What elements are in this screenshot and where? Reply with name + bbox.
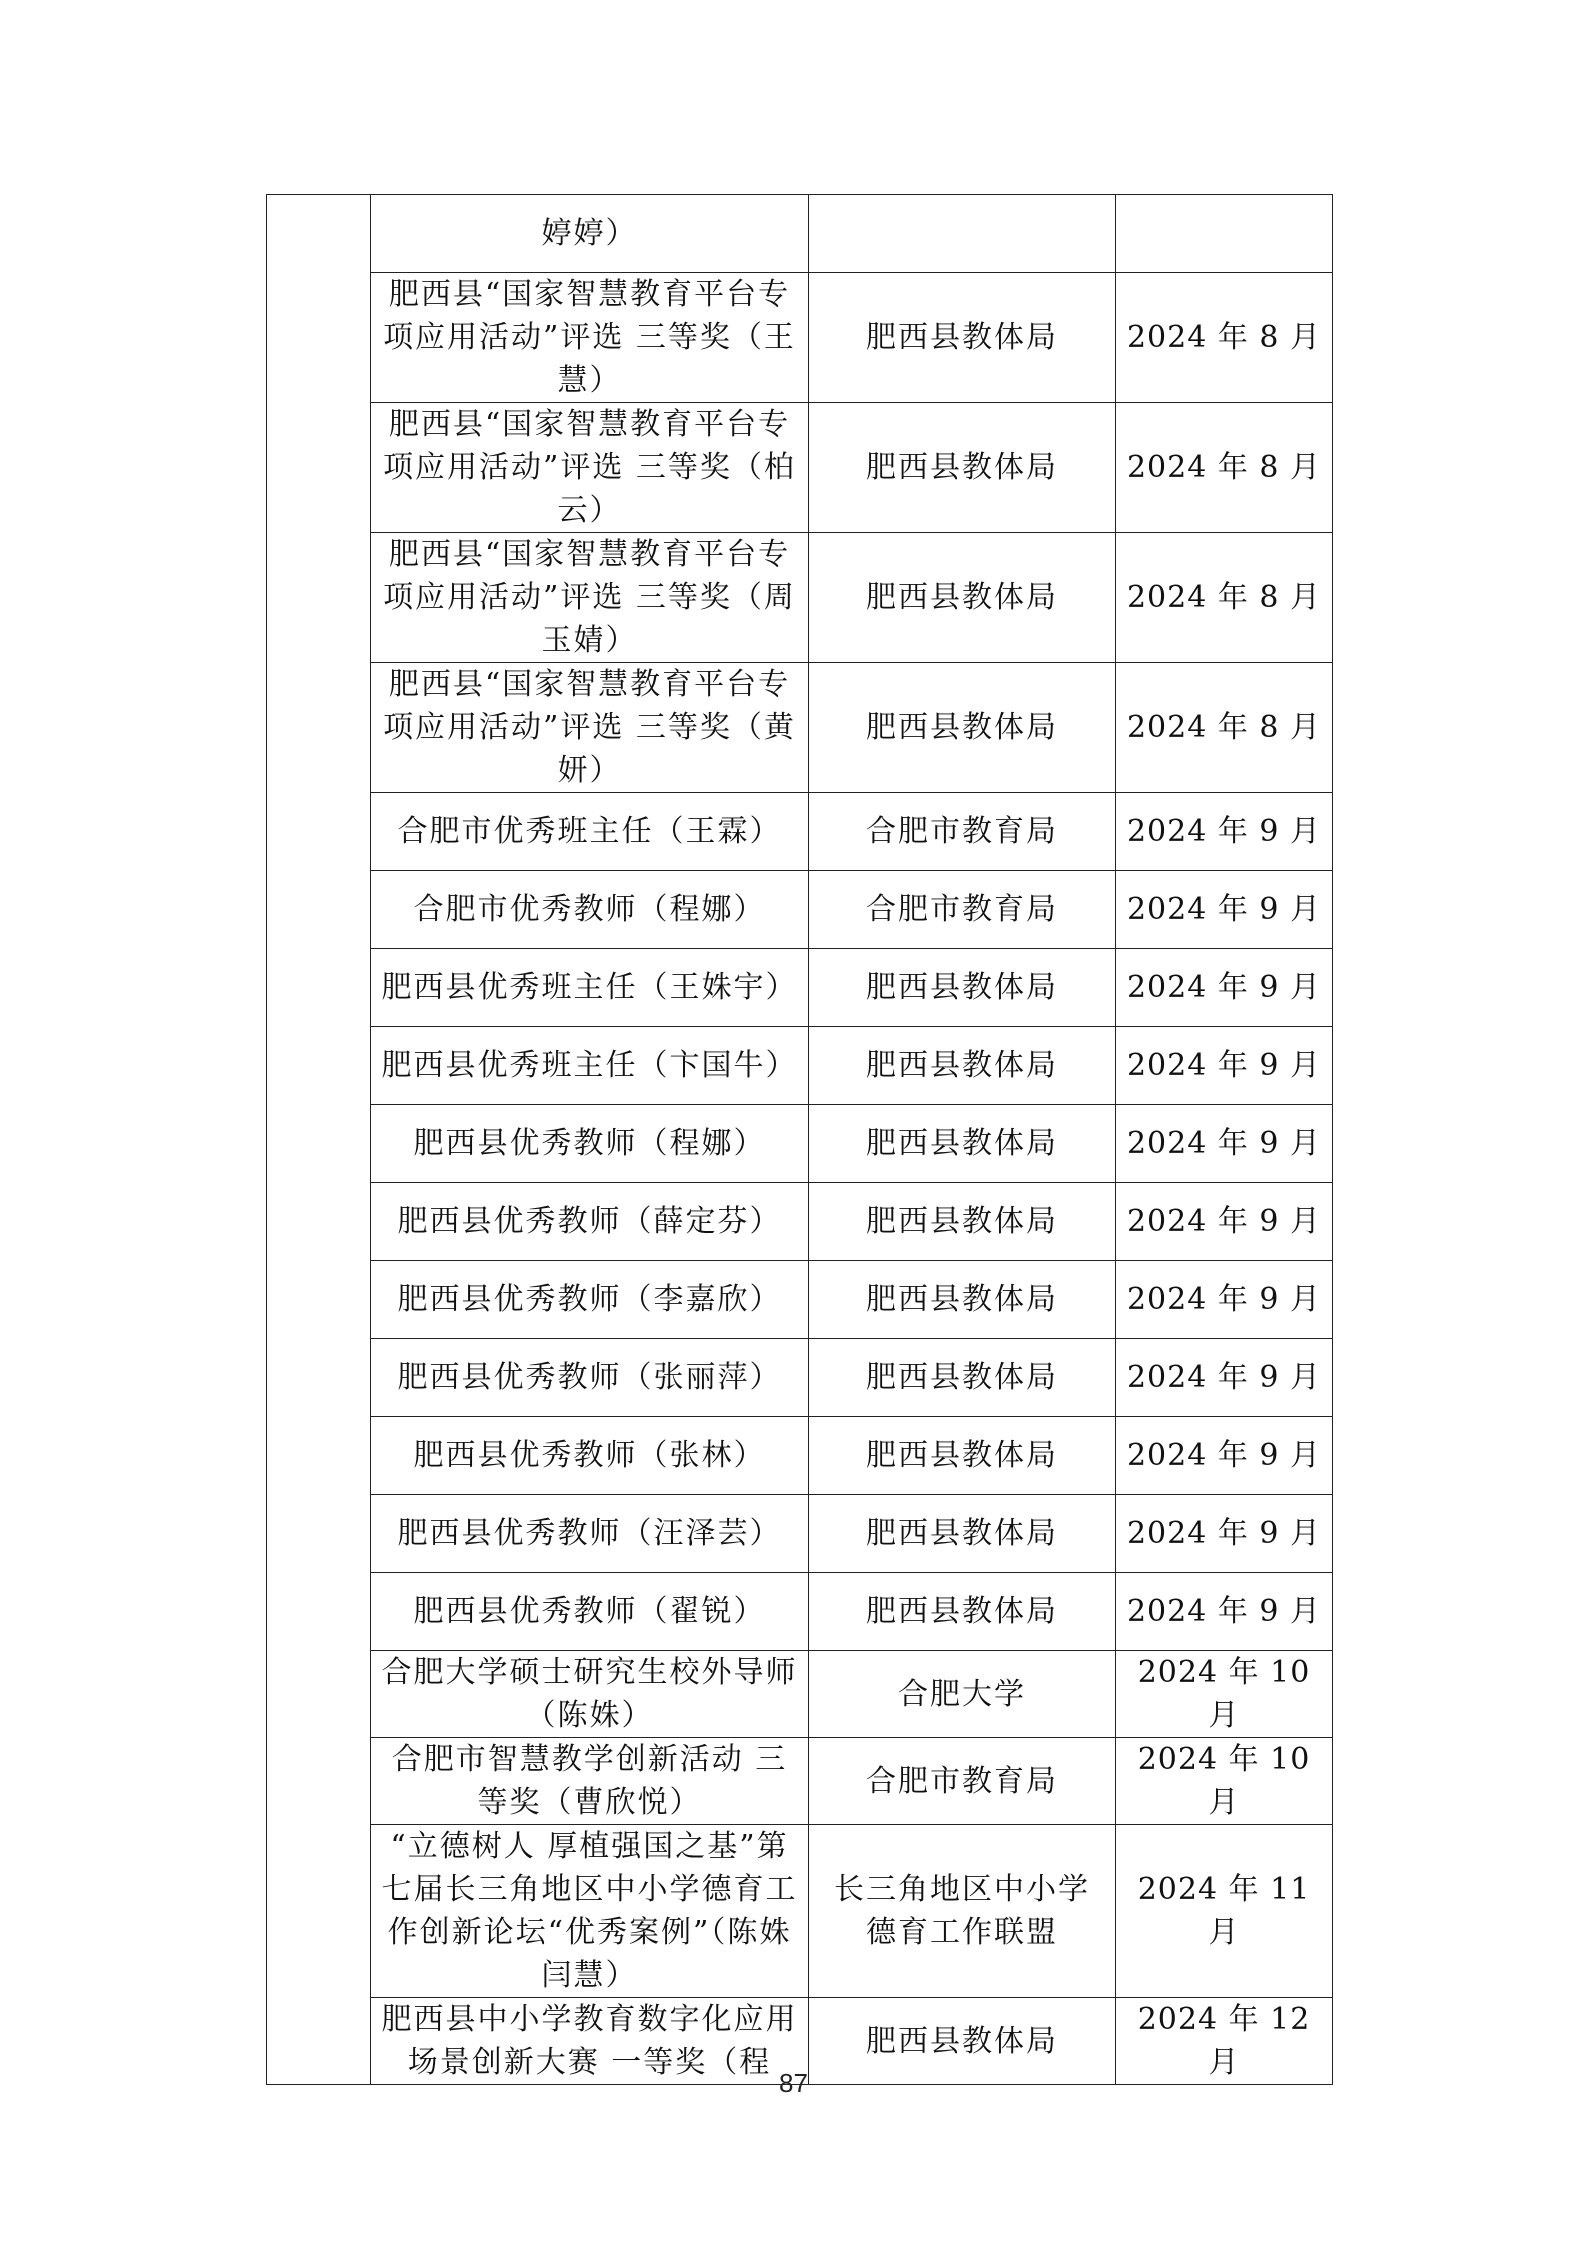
issuer-cell: 肥西县教体局 [809,949,1116,1027]
issuer-cell: 肥西县教体局 [809,403,1116,533]
date-cell: 2024 年 11 月 [1116,1825,1333,1998]
table-row [267,1825,1333,1998]
issuer-cell: 肥西县教体局 [809,1261,1116,1339]
award-cell: 肥西县优秀教师（翟锐） [371,1573,809,1651]
date-cell: 2024 年 9 月 [1116,1339,1333,1417]
award-cell: 合肥市优秀教师（程娜） [371,871,809,949]
date-cell: 2024 年 8 月 [1116,533,1333,663]
issuer-cell [809,195,1116,273]
issuer-cell: 肥西县教体局 [809,663,1116,793]
date-cell: 2024 年 9 月 [1116,1105,1333,1183]
award-cell: 肥西县优秀班主任（卞国牛） [371,1027,809,1105]
award-cell: 合肥市智慧教学创新活动 三等奖（曹欣悦） [371,1738,809,1825]
issuer-cell: 合肥市教育局 [809,871,1116,949]
issuer-cell: 长三角地区中小学德育工作联盟 [809,1825,1116,1998]
date-cell: 2024 年 8 月 [1116,403,1333,533]
date-cell: 2024 年 9 月 [1116,1573,1333,1651]
table-row [267,663,1333,793]
table-row [267,533,1333,663]
date-cell: 2024 年 9 月 [1116,871,1333,949]
table-row [267,793,1333,871]
award-cell: 肥西县优秀教师（薛定芬） [371,1183,809,1261]
date-cell [1116,195,1333,273]
award-cell: “立德树人 厚植强国之基”第七届长三角地区中小学德育工作创新论坛“优秀案例”（陈姝 闫慧） [371,1825,809,1998]
award-cell: 肥西县优秀教师（李嘉欣） [371,1261,809,1339]
issuer-cell: 合肥市教育局 [809,1738,1116,1825]
award-cell: 婷婷） [371,195,809,273]
awards-table [266,194,1333,2085]
issuer-cell: 肥西县教体局 [809,1417,1116,1495]
award-cell: 肥西县“国家智慧教育平台专项应用活动”评选 三等奖（柏云） [371,403,809,533]
issuer-cell: 肥西县教体局 [809,1105,1116,1183]
table-row [267,871,1333,949]
award-cell: 肥西县优秀教师（汪泽芸） [371,1495,809,1573]
award-cell: 肥西县“国家智慧教育平台专项应用活动”评选 三等奖（王慧） [371,273,809,403]
date-cell: 2024 年 8 月 [1116,663,1333,793]
table-row [267,273,1333,403]
date-cell: 2024 年 10 月 [1116,1738,1333,1825]
date-cell: 2024 年 9 月 [1116,793,1333,871]
table-row [267,1495,1333,1573]
award-cell: 肥西县“国家智慧教育平台专项应用活动”评选 三等奖（黄妍） [371,663,809,793]
date-cell: 2024 年 9 月 [1116,1261,1333,1339]
table-row [267,1261,1333,1339]
award-cell: 合肥大学硕士研究生校外导师（陈姝） [371,1651,809,1738]
issuer-cell: 肥西县教体局 [809,533,1116,663]
table-row [267,1417,1333,1495]
date-cell: 2024 年 9 月 [1116,1495,1333,1573]
issuer-cell: 肥西县教体局 [809,1183,1116,1261]
award-cell: 肥西县优秀教师（张林） [371,1417,809,1495]
table-row [267,1651,1333,1738]
date-cell: 2024 年 9 月 [1116,949,1333,1027]
award-cell: 肥西县优秀教师（程娜） [371,1105,809,1183]
issuer-cell: 肥西县教体局 [809,1495,1116,1573]
issuer-cell: 合肥大学 [809,1651,1116,1738]
award-cell: 合肥市优秀班主任（王霖） [371,793,809,871]
table-row [267,1339,1333,1417]
table-row [267,1183,1333,1261]
table-row [267,1573,1333,1651]
award-cell: 肥西县“国家智慧教育平台专项应用活动”评选 三等奖（周玉婧） [371,533,809,663]
date-cell: 2024 年 12 月 [1116,1998,1333,2085]
award-cell: 肥西县中小学教育数字化应用场景创新大赛 一等奖（程 [371,1998,809,2085]
issuer-cell: 肥西县教体局 [809,1573,1116,1651]
date-cell: 2024 年 9 月 [1116,1183,1333,1261]
table-row [267,403,1333,533]
table-row [267,1105,1333,1183]
award-cell: 肥西县优秀教师（张丽萍） [371,1339,809,1417]
category-cell [267,195,371,2085]
page-number: 87 [779,2068,808,2098]
table-row [267,1027,1333,1105]
issuer-cell: 肥西县教体局 [809,273,1116,403]
table-row [267,195,1333,273]
issuer-cell: 肥西县教体局 [809,1027,1116,1105]
date-cell: 2024 年 9 月 [1116,1417,1333,1495]
date-cell: 2024 年 9 月 [1116,1027,1333,1105]
issuer-cell: 合肥市教育局 [809,793,1116,871]
issuer-cell: 肥西县教体局 [809,1998,1116,2085]
table-row [267,949,1333,1027]
awards-table-body [267,195,1333,2085]
table-row [267,1738,1333,1825]
issuer-cell: 肥西县教体局 [809,1339,1116,1417]
date-cell: 2024 年 10 月 [1116,1651,1333,1738]
award-cell: 肥西县优秀班主任（王姝宇） [371,949,809,1027]
date-cell: 2024 年 8 月 [1116,273,1333,403]
